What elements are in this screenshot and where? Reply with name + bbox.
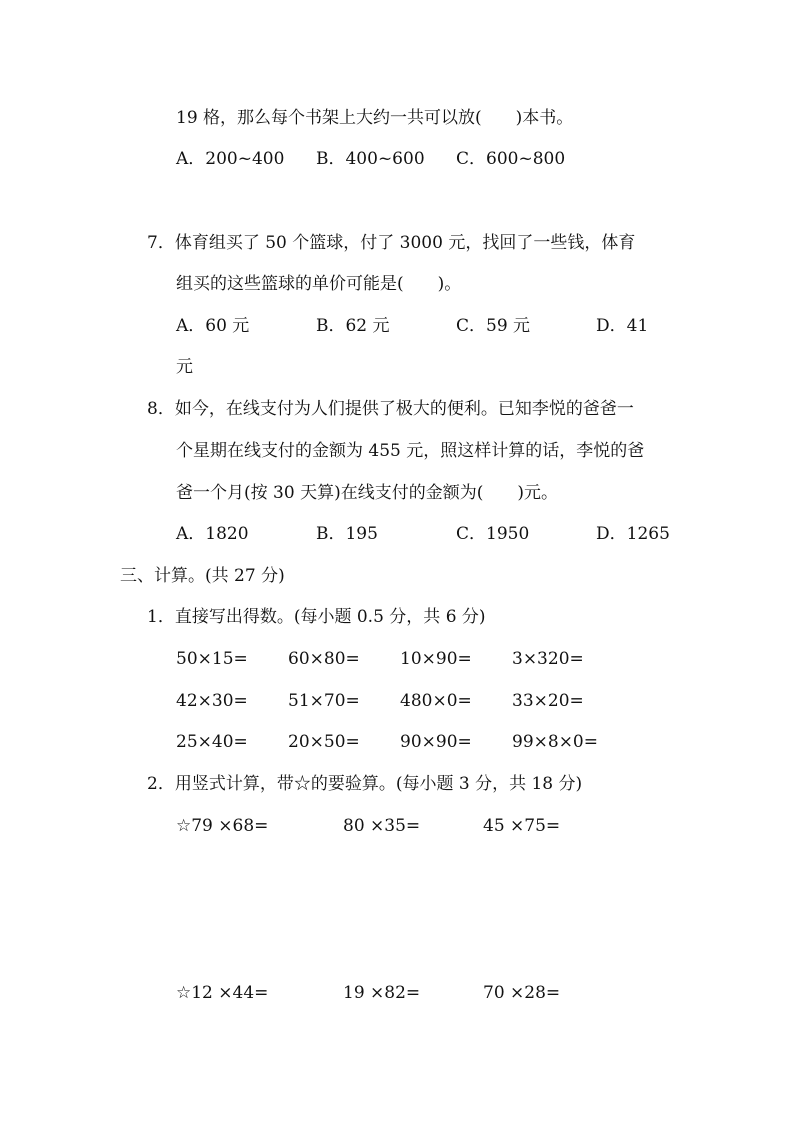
q8-option-b: B．195: [316, 524, 378, 544]
calc-item: 3×320=: [512, 649, 584, 669]
q7-line-2: 组买的这些篮球的单价可能是( )。: [176, 274, 462, 294]
q8-option-a: A．1820: [176, 524, 249, 544]
q7-option-b: B．62 元: [316, 316, 390, 336]
calc-item: 42×30=: [176, 691, 248, 711]
calc-item: 10×90=: [400, 649, 472, 669]
calc-item: 480×0=: [400, 691, 472, 711]
q8-option-d: D．1265: [596, 524, 670, 544]
q6-option-a: A．200~400: [176, 149, 285, 169]
q6-option-b: B．400~600: [316, 149, 425, 169]
q7-line-1: 7．体育组买了 50 个篮球，付了 3000 元，找回了一些钱，体育: [147, 233, 636, 253]
vertical-calc-item: 80 ×35=: [343, 816, 421, 836]
q6-option-c: C．600~800: [456, 149, 566, 169]
calc-item: 60×80=: [288, 649, 360, 669]
q8-line-2: 个星期在线支付的金额为 455 元，照这样计算的话，李悦的爸: [176, 441, 645, 461]
part-1-title: 1．直接写出得数。(每小题 0.5 分，共 6 分): [147, 607, 486, 627]
q8-option-c: C．1950: [456, 524, 530, 544]
q6-continuation-text: 19 格，那么每个书架上大约一共可以放( )本书。: [176, 108, 574, 128]
vertical-calc-item: 19 ×82=: [343, 983, 421, 1003]
calc-item: 25×40=: [176, 732, 248, 752]
vertical-calc-item: ☆12 ×44=: [176, 983, 269, 1003]
calc-item: 20×50=: [288, 732, 360, 752]
q8-line-1: 8．如今，在线支付为人们提供了极大的便利。已知李悦的爸爸一: [147, 399, 634, 419]
q7-option-d-wrap: 元: [176, 357, 193, 377]
q7-option-a: A．60 元: [176, 316, 250, 336]
vertical-calc-item: ☆79 ×68=: [176, 816, 269, 836]
calc-item: 33×20=: [512, 691, 584, 711]
section-3-title: 三、计算。(共 27 分): [120, 566, 285, 586]
q8-line-3: 爸一个月(按 30 天算)在线支付的金额为( )元。: [176, 483, 558, 503]
vertical-calc-item: 45 ×75=: [483, 816, 561, 836]
part-2-title: 2．用竖式计算，带☆的要验算。(每小题 3 分，共 18 分): [147, 774, 583, 794]
calc-item: 50×15=: [176, 649, 248, 669]
q7-option-c: C．59 元: [456, 316, 531, 336]
q7-option-d: D．41: [596, 316, 649, 336]
calc-item: 51×70=: [288, 691, 360, 711]
calc-item: 90×90=: [400, 732, 472, 752]
calc-item: 99×8×0=: [512, 732, 598, 752]
vertical-calc-item: 70 ×28=: [483, 983, 561, 1003]
